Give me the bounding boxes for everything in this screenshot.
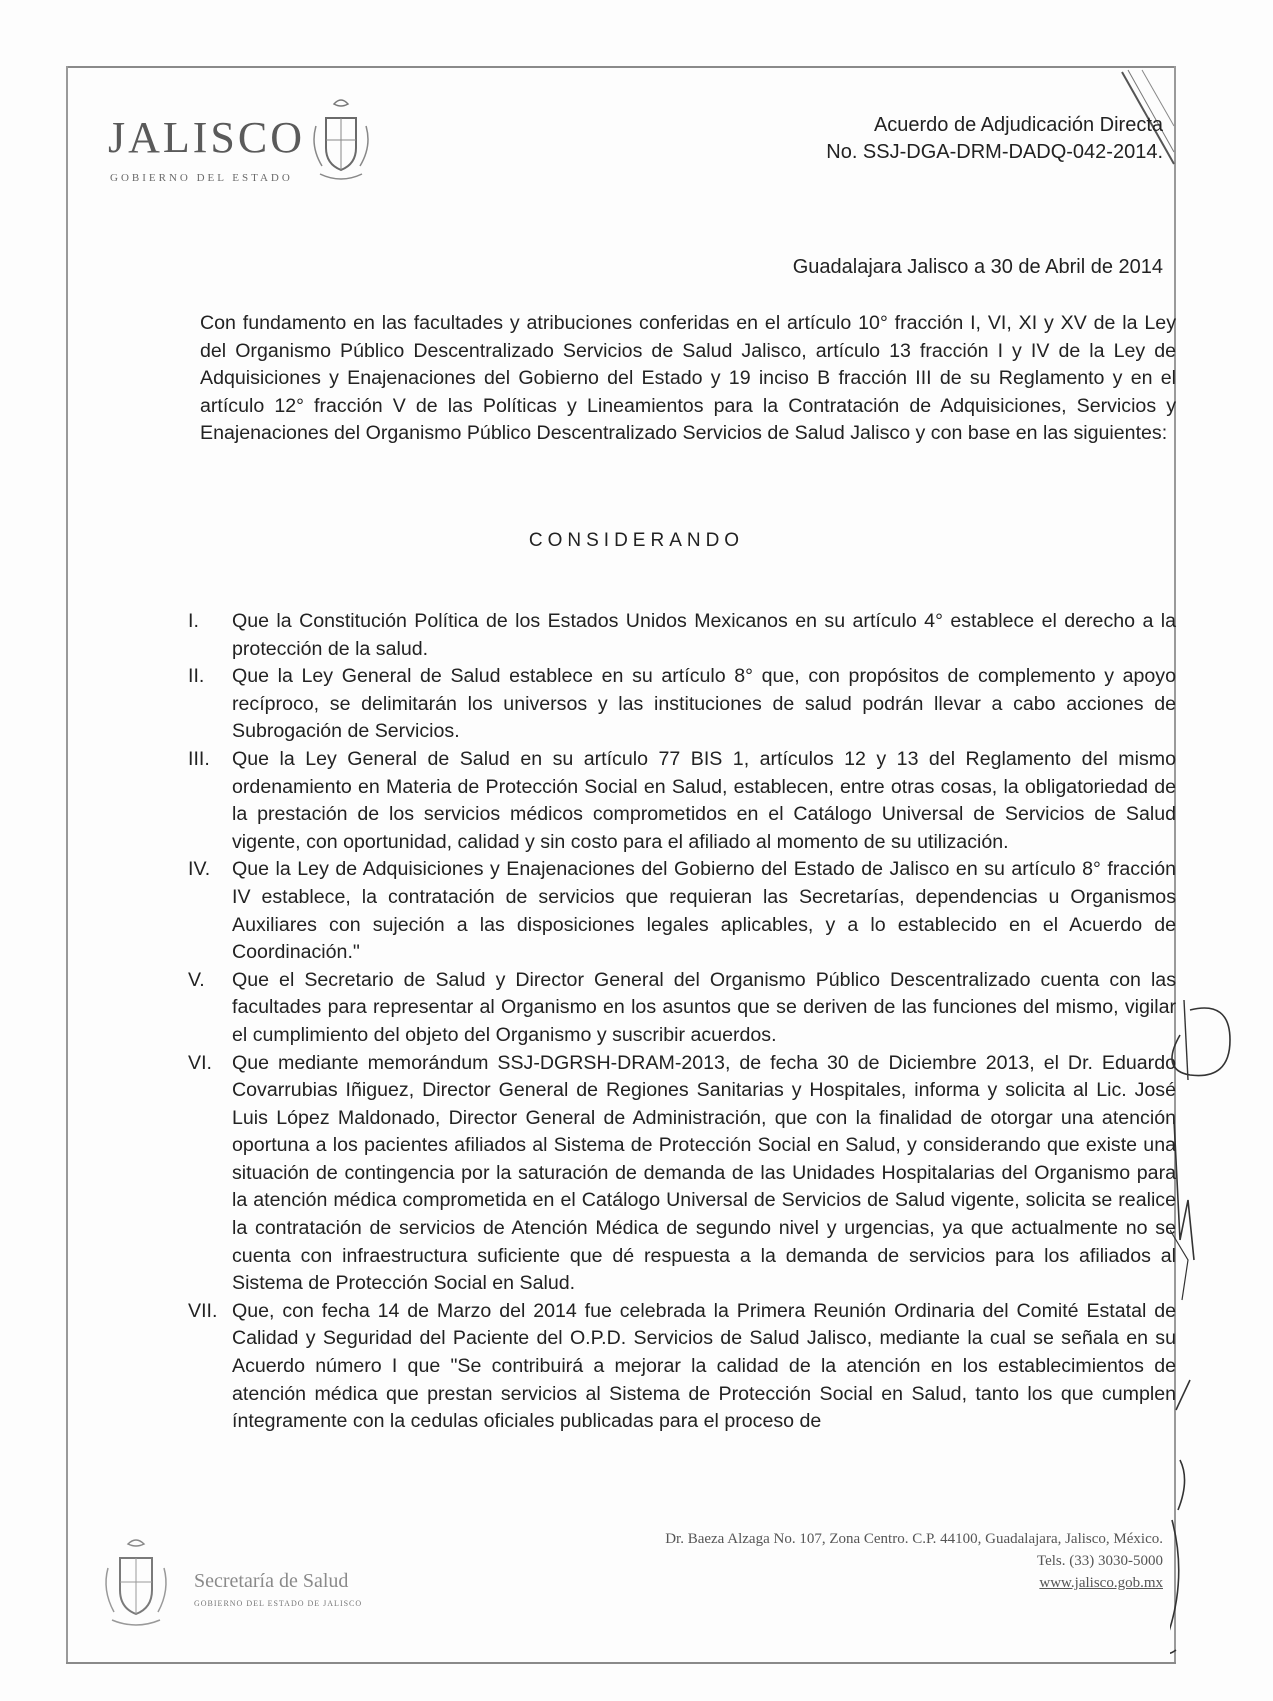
footer-brand-subtitle: GOBIERNO DEL ESTADO DE JALISCO <box>194 1599 363 1608</box>
considerando-list <box>188 608 1176 1436</box>
item-number: VI. <box>188 1051 212 1074</box>
page-border-bottom <box>66 1662 1176 1664</box>
item-text: Que la Constitución Política de los Estados Unidos Mexicanos en su artículo 4° establece el derecho a la protección de la salud. <box>232 610 1176 660</box>
footer-contact <box>665 1528 1163 1594</box>
list-item <box>188 608 1176 663</box>
list-item <box>188 1050 1176 1298</box>
footer-brand <box>194 1570 362 1608</box>
logo-wordmark: JALISCO <box>108 113 306 162</box>
item-text: Que la Ley General de Salud en su artículo 77 BIS 1, artículos 12 y 13 del Reglamento del mismo ordenamiento en Materia de Protección Social en Salud, establecen, entre otras cosas, la obligatoriedad de la prestación de los servicios médicos comprometidos en el Catálogo Universal de Servicios de Salud vigente, con oportunidad, calidad y sin costo para el afiliado al momento de su utilización. <box>232 747 1176 853</box>
logo-subtitle: GOBIERNO DEL ESTADO <box>110 172 293 184</box>
section-heading: CONSIDERANDO <box>528 530 745 551</box>
item-text: Que, con fecha 14 de Marzo del 2014 fue celebrada la Primera Reunión Ordinaria del Comité Estatal de Calidad y Seguridad del Paciente del O.P.D. Servicios de Salud Jalisco, mediante la cual se señala en su Acuerdo número I que "Se contribuirá a mejorar la calidad de la atención en los establecimientos de atención médica que prestan servicios al Sistema de Protección Social en Salud, tanto los que cumplen íntegramente con la cedulas oficiales publicadas para el proceso de <box>232 1299 1176 1433</box>
item-number: I. <box>188 610 199 632</box>
item-number: IV. <box>188 858 211 881</box>
list-item <box>188 967 1176 1050</box>
item-text: Que la Ley de Adquisiciones y Enajenaciones del Gobierno del Estado de Jalisco en su artículo 8° fracción IV establece, la contratación de servicios que requieran las Secretarías, dependencias u Organismos Auxiliares con sujeción a las disposiciones legales aplicables, y a lo establecido en el Acuerdo de Coordinación." <box>232 858 1176 964</box>
item-number: II. <box>188 665 205 688</box>
handwritten-initials <box>1170 1000 1270 1700</box>
item-text: Que mediante memorándum SSJ-DGRSH-DRAM-2013, de fecha 30 de Diciembre 2013, el Dr. Eduardo Covarrubias Iñiguez, Director General de Regiones Sanitarias y Hospitales, informa y solicita al Lic. José Luis López Maldonado, Director General de Administración, que con la finalidad de otorgar una atención oportuna a los pacientes afiliados al Sistema de Protección Social en Salud, y considerando que existe una situación de contingencia por la saturación de demanda de las Unidades Hospitalarias del Organismo para la atención médica comprometida en el Catálogo Universal de Servicios de Salud vigente, solicita se realice la contratación de servicios de Atención Médica de segundo nivel y urgencias, ya que actualmente no se cuenta con infraestructura suficiente que dé respuesta a la demanda de servicios para los afiliados al Sistema de Protección Social en Salud. <box>232 1051 1176 1295</box>
state-seal-icon <box>306 96 376 188</box>
document-reference <box>826 112 1163 166</box>
list-item <box>188 1298 1176 1436</box>
list-item <box>188 746 1176 856</box>
footer-address: Dr. Baeza Alzaga No. 107, Zona Centro. C.P. 44100, Guadalajara, Jalisco, México. <box>665 1531 1163 1547</box>
date-line: Guadalajara Jalisco a 30 de Abril de 2014 <box>792 256 1163 278</box>
health-seal-icon <box>96 1534 176 1634</box>
page-border-left <box>66 66 68 1664</box>
document-title: Acuerdo de Adjudicación Directa <box>873 114 1163 136</box>
item-number: VII. <box>188 1299 218 1322</box>
page-border-top <box>66 66 1176 68</box>
footer-brand-title: Secretaría de Salud <box>194 1570 349 1592</box>
document-number: No. SSJ-DGA-DRM-DADQ-042-2014. <box>826 141 1163 163</box>
footer-website-link[interactable]: www.jalisco.gob.mx <box>1039 1575 1163 1591</box>
list-item <box>188 663 1176 746</box>
item-number: V. <box>188 968 205 991</box>
item-text: Que el Secretario de Salud y Director General del Organismo Público Descentralizado cuenta con las facultades para representar al Organismo en los asuntos que se deriven de las funciones del mismo, vigilar el cumplimiento del objeto del Organismo y suscribir acuerdos. <box>232 968 1176 1046</box>
item-number: III. <box>188 747 210 770</box>
list-item <box>188 856 1176 966</box>
footer-phone: Tels. (33) 3030-5000 <box>1036 1553 1163 1569</box>
intro-paragraph: Con fundamento en las facultades y atribuciones conferidas en el artículo 10° fracción I, VI, XI y XV de la Ley del Organismo Público Descentralizado Servicios de Salud Jalisco, artículo 13 fracción I y IV de la Ley de Adquisiciones y Enajenaciones del Gobierno del Estado y 19 inciso B fracción III de su Reglamento y en el artículo 12° fracción V de las Políticas y Lineamientos para la Contratación de Adquisiciones, Servicios y Enajenaciones del Organismo Público Descentralizado Servicios de Salud Jalisco y con base en las siguientes: <box>200 312 1176 445</box>
item-text: Que la Ley General de Salud establece en su artículo 8° que, con propósitos de complemento y apoyo recíproco, se delimitarán los universos y las instituciones de salud podrán llevar a cabo acciones de Subrogación de Servicios. <box>232 665 1176 743</box>
